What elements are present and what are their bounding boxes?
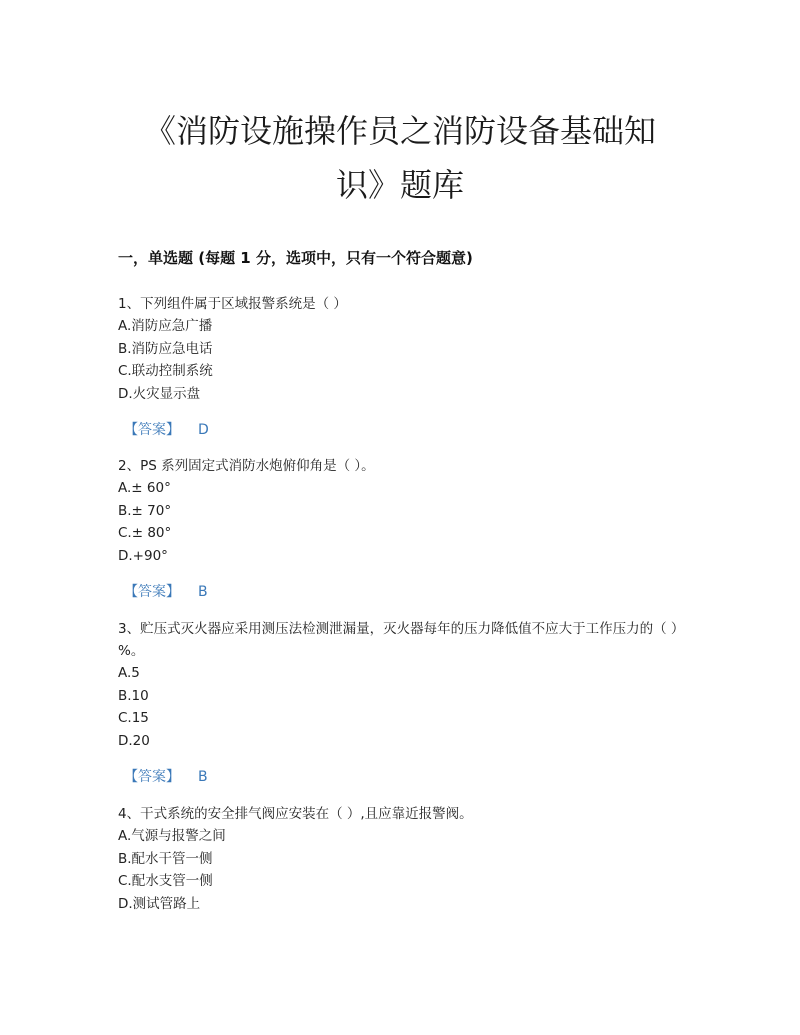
question-text: 4、干式系统的安全排气阀应安装在（ ）,且应靠近报警阀。 xyxy=(118,806,473,822)
question-4 xyxy=(118,803,688,915)
option-a: A.± 60° xyxy=(118,480,171,496)
option-d: D.火灾显示盘 xyxy=(118,385,201,402)
question-1 xyxy=(118,293,688,405)
option-c: C.± 80° xyxy=(118,525,172,541)
question-2 xyxy=(118,455,688,567)
option-c: C.联动控制系统 xyxy=(118,363,213,379)
option-b: B.消防应急电话 xyxy=(118,340,213,357)
option-b: B.10 xyxy=(118,687,149,704)
answer-label: 【答案】 xyxy=(124,584,180,600)
answer-label: 【答案】 xyxy=(124,422,180,438)
option-b: B.± 70° xyxy=(118,502,172,519)
answer-1 xyxy=(124,419,209,441)
answer-2 xyxy=(124,581,208,603)
question-text: 3、贮压式灭火器应采用测压法检测泄漏量，灭火器每年的压力降低值不应大于工作压力的（ ）%。 xyxy=(118,621,685,659)
option-a: A.5 xyxy=(118,665,140,681)
option-b: B.配水干管一侧 xyxy=(118,850,213,867)
option-c: C.配水支管一侧 xyxy=(118,873,213,889)
answer-3 xyxy=(124,766,208,788)
option-d: D.20 xyxy=(118,732,150,749)
answer-value: B xyxy=(198,769,208,785)
answer-label: 【答案】 xyxy=(124,769,180,785)
answer-value: B xyxy=(198,584,208,600)
option-d: D.测试管路上 xyxy=(118,895,201,912)
document-title: 《消防设施操作员之消防设备基础知识》题库 xyxy=(143,112,656,204)
question-text: 1、下列组件属于区域报警系统是（ ） xyxy=(118,296,347,312)
option-a: A.气源与报警之间 xyxy=(118,828,226,844)
question-3 xyxy=(118,618,688,752)
option-a: A.消防应急广播 xyxy=(118,318,213,334)
answer-value: D xyxy=(198,422,209,438)
option-d: D.+90° xyxy=(118,547,168,564)
section-heading: 一，单选题 (每题 1 分，选项中，只有一个符合题意) xyxy=(118,249,473,267)
question-text: 2、PS 系列固定式消防水炮俯仰角是（ ）。 xyxy=(118,458,375,474)
option-c: C.15 xyxy=(118,710,149,726)
